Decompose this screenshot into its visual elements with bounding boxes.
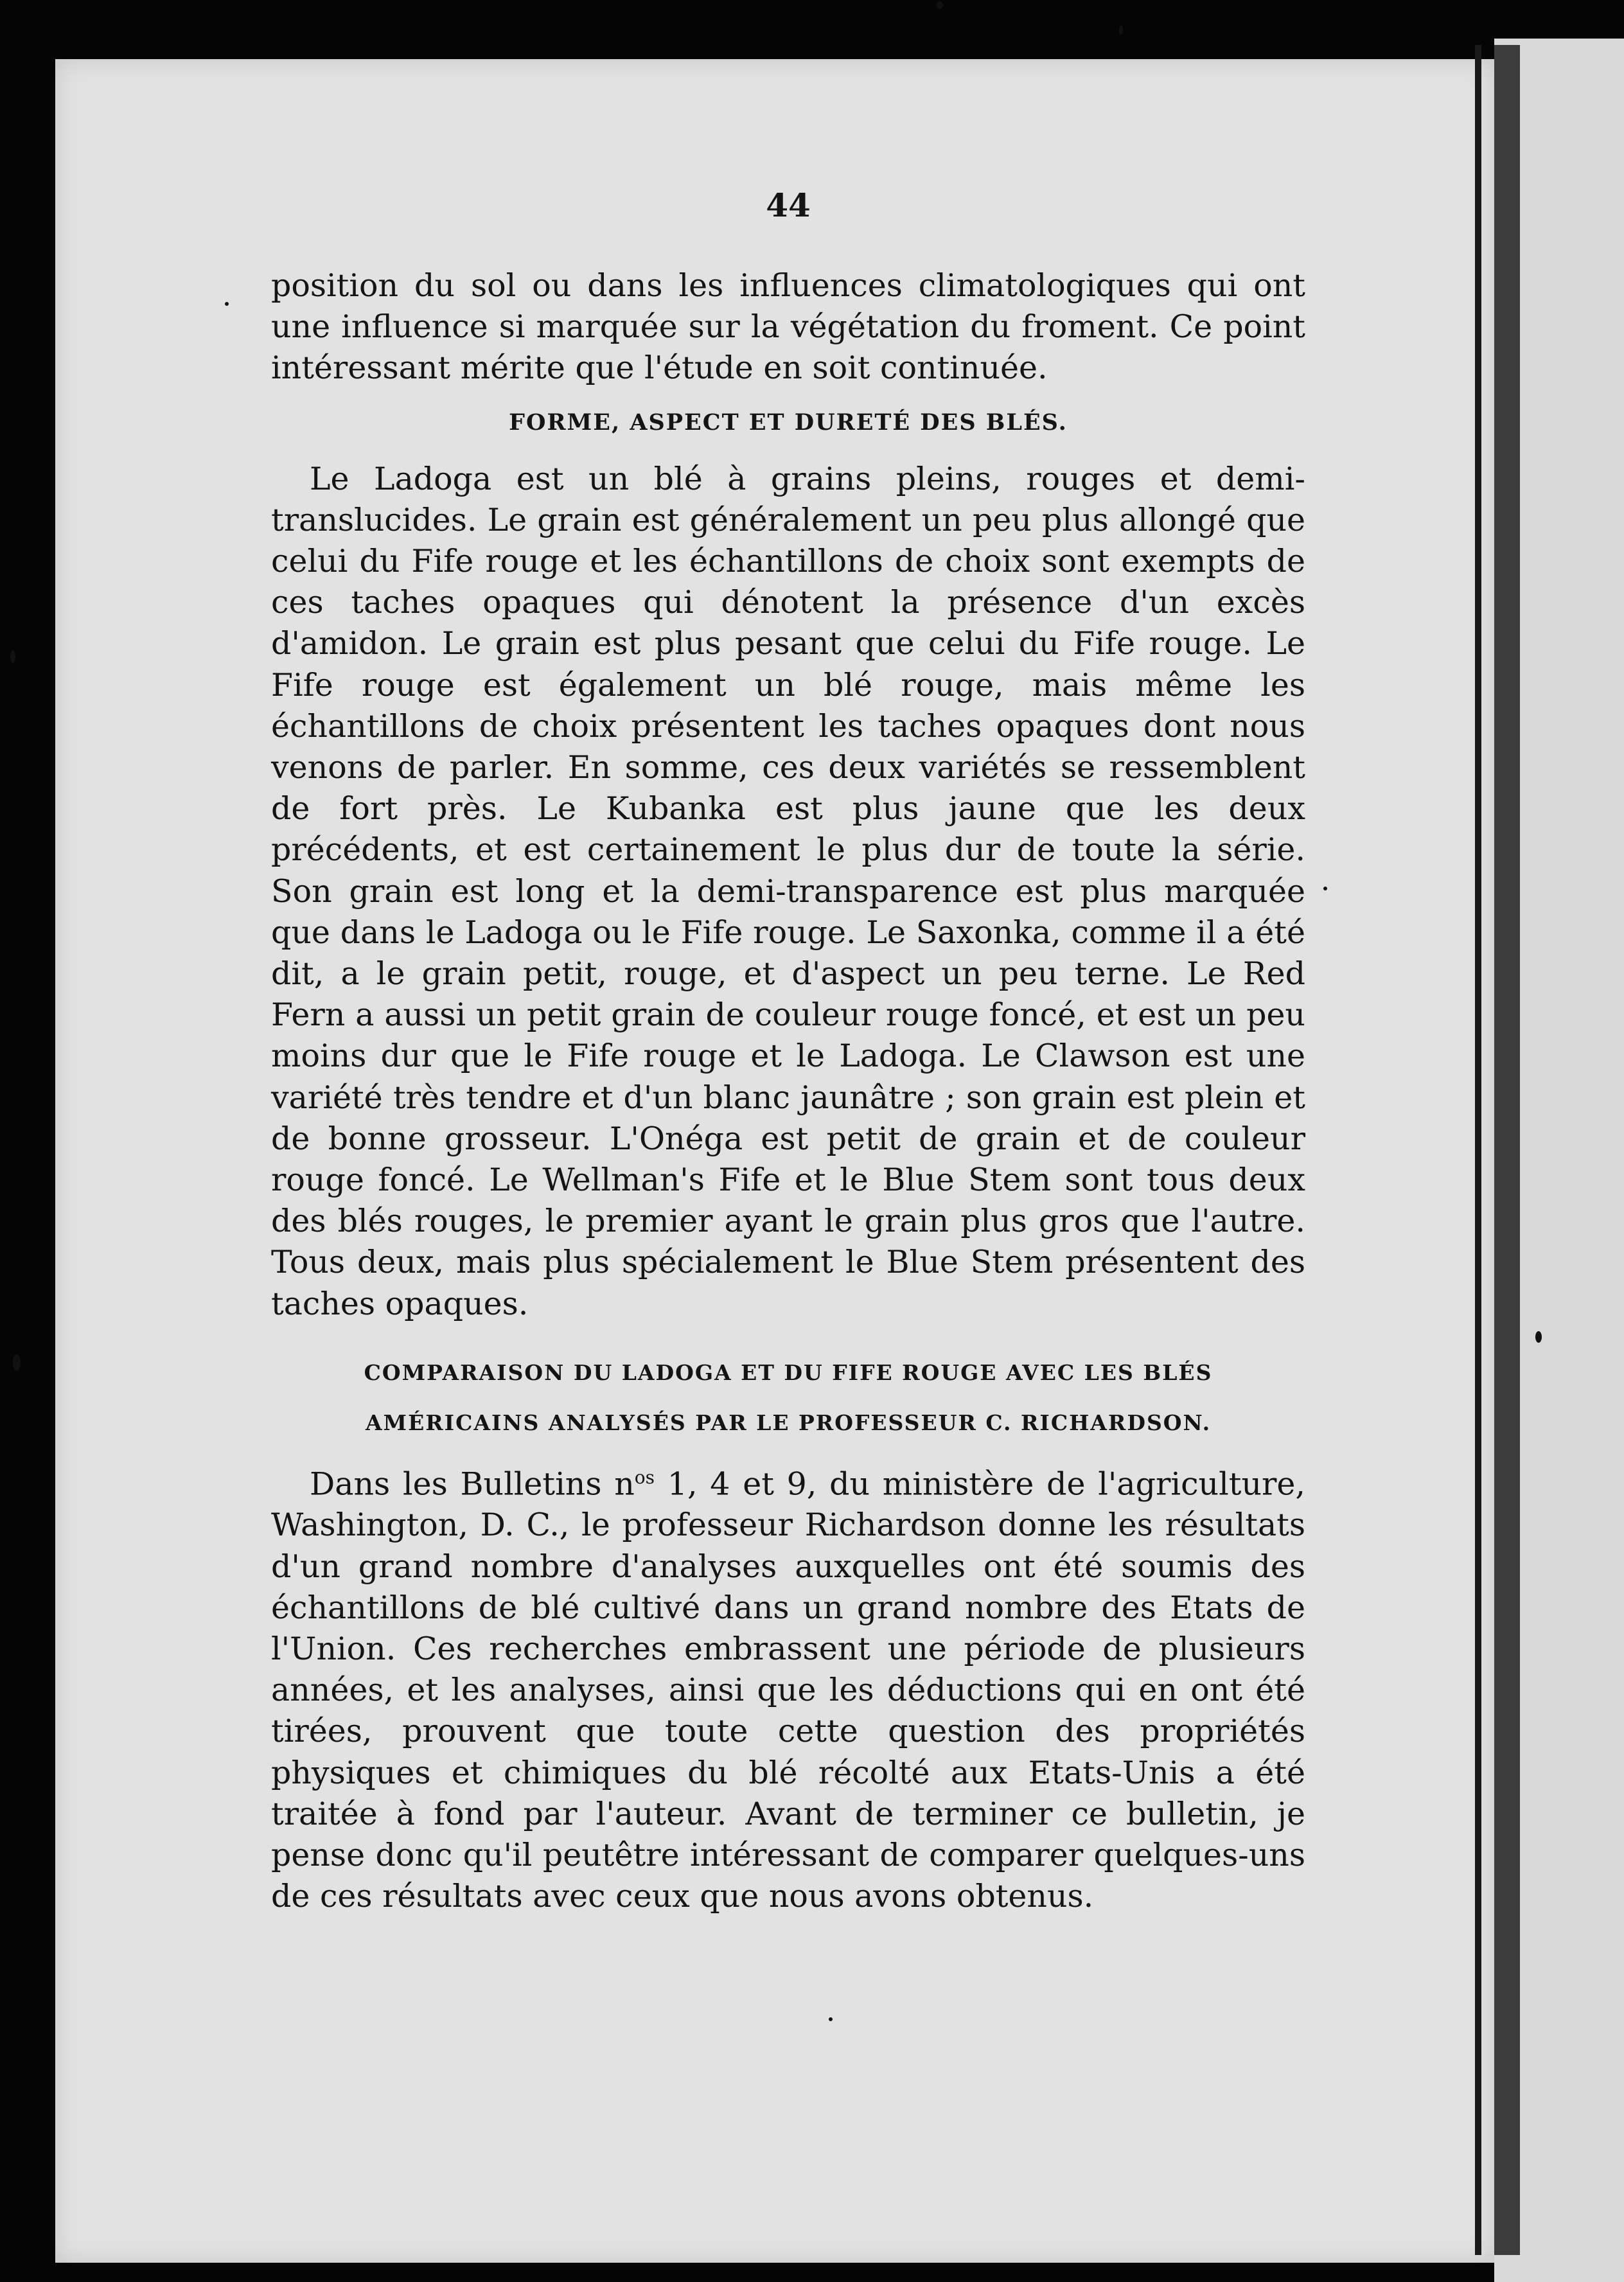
paragraph-start: Dans les Bulletins n — [310, 1465, 635, 1503]
scan-speck — [1535, 1331, 1542, 1343]
scan-speck — [937, 1, 943, 9]
scan-speck — [829, 2017, 833, 2021]
page-number: 44 — [766, 186, 811, 224]
page-text — [271, 186, 1305, 1917]
intro-paragraph: position du sol ou dans les influences climatologiques qui ont une influence si marquée sur la végétation du froment. Ce point intéressant mérite que l'étude en soit continuée. — [271, 267, 1305, 387]
paragraph-forme-aspect: Le Ladoga est un blé à grains pleins, rouges et demi-translucides. Le grain est généralement un peu plus allongé que celui du Fife rouge et les échantillons de choix sont exempts de ces taches opaques qui dénotent la présence d'un excès d'amidon. Le grain est plus pesant que celui du Fife rouge. Le Fife rouge est également un blé rouge, mais même les échantillons de choix présentent les taches opaques dont nous venons de parler. En somme, ces deux variétés se ressemblent de fort près. Le Kubanka est plus jaune que les deux précédents, et est certainement le plus dur de toute la série. Son grain est long et la demi-transparence est plus marquée que dans le Ladoga ou le Fife rouge. Le Saxonka, comme il a été dit, a le grain petit, rouge, et d'aspect un peu terne. Le Red Fern a aussi un petit grain de couleur rouge foncé, et est un peu moins dur que le Fife rouge et le Ladoga. Le Clawson est une variété très tendre et d'un blanc jaunâtre ; son grain est plein et de bonne grosseur. L'Onéga est petit de grain et de couleur rouge foncé. Le Wellman's Fife et le Blue Stem sont tous deux des blés rouges, le premier ayant le grain plus gros que l'autre. Tous deux, mais plus spécialement le Blue Stem présentent des taches opaques. — [271, 460, 1305, 1322]
paragraph-rest: 1, 4 et 9, du ministère de l'agriculture, Washington, D. C., le professeur Richardson donne les résultats d'un grand nombre d'analyses auxquelles ont été soumis des échantillons de blé cultivé dans un grand nombre des Etats de l'Union. Ces recherches embrassent une période de plusieurs années, et les analyses, ainsi que les déductions qui en ont été tirées, prouvent que toute cette question des propriétés physiques et chimiques du blé récolté aux Etats-Unis a été traitée à fond par l'auteur. Avant de terminer ce bulletin, je pense donc qu'il peutêtre intéressant de comparer quelques-uns de ces résultats avec ceux que nous avons obtenus. — [271, 1465, 1306, 1915]
heading-line-1: COMPARAISON DU LADOGA ET DU FIFE ROUGE AVEC LES BLÉS — [364, 1359, 1213, 1385]
superscript-os: os — [634, 1466, 655, 1488]
section-heading-forme: FORME, ASPECT ET DURETÉ DES BLÉS. — [509, 409, 1068, 436]
scan-speck — [1323, 887, 1327, 890]
section-heading-comparaison — [271, 1348, 1305, 1448]
paragraph-comparaison — [271, 1457, 1305, 1918]
scan-speck — [225, 302, 229, 306]
heading-line-2: AMÉRICAINS ANALYSÉS PAR LE PROFESSEUR C. RICHARDSON. — [365, 1410, 1212, 1435]
page-binding-shadow — [1494, 45, 1520, 2255]
scan-speck — [13, 1354, 21, 1371]
scan-speck — [1119, 26, 1123, 35]
page-gutter-line — [1475, 45, 1481, 2255]
scan-speck — [10, 650, 15, 663]
